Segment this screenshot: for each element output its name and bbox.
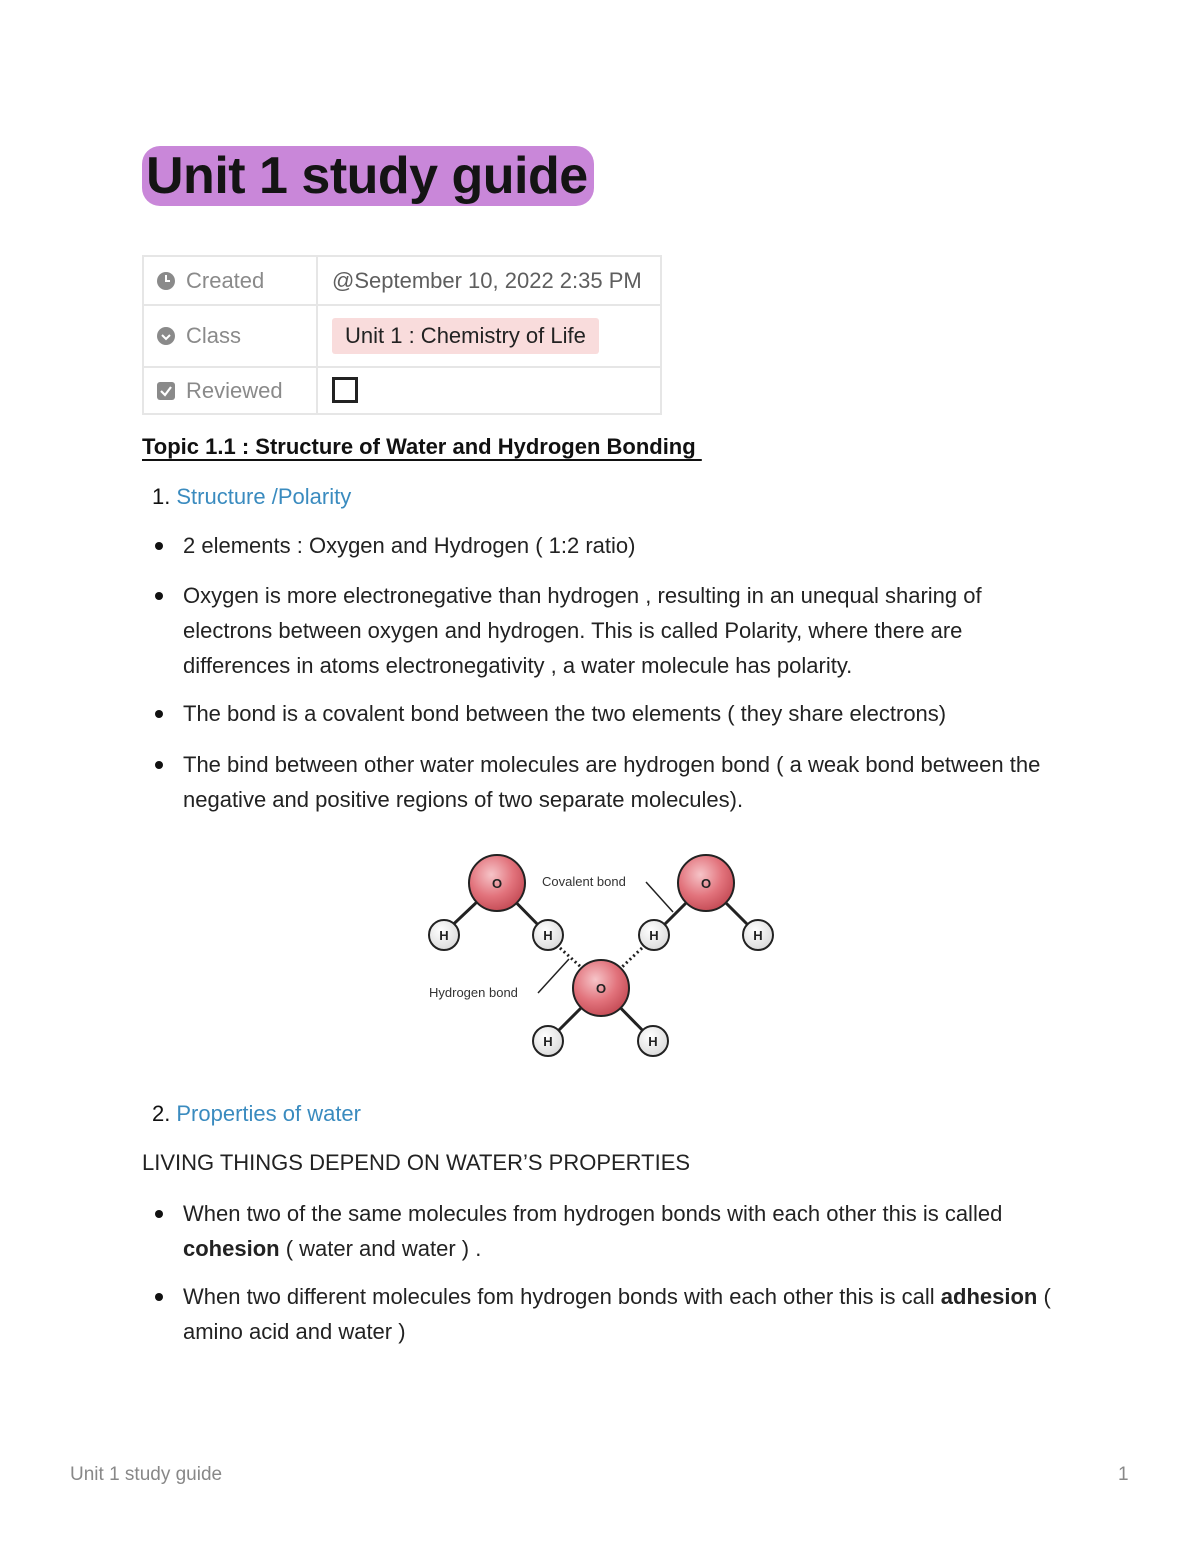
section-1-bullets (152, 528, 1052, 817)
hydrogen-atom (533, 920, 563, 950)
list-item: When two of the same molecules from hydrogen bonds with each other this is called cohesion ( water and water ) . (152, 1196, 1052, 1266)
property-key-created: Created (186, 267, 265, 293)
hydrogen-bond-label: Hydrogen bond (429, 985, 518, 1000)
section-1-heading: 1. Structure /Polarity (152, 484, 352, 509)
svg-text:H: H (439, 928, 449, 943)
property-key-class: Class (186, 323, 242, 348)
property-key-reviewed: Reviewed (186, 377, 283, 403)
svg-text:O: O (595, 981, 607, 996)
section-1-title[interactable]: Structure /Polarity (176, 484, 352, 509)
properties-table (142, 255, 662, 415)
svg-text:H: H (543, 928, 553, 943)
oxygen-atom (573, 960, 629, 1016)
hydrogen-atom (743, 920, 773, 950)
checkbox-property-icon (156, 381, 176, 401)
property-row-created (143, 256, 661, 305)
svg-text:H: H (648, 1034, 658, 1049)
section-2-bullets (152, 1196, 1052, 1349)
property-row-class (143, 305, 661, 367)
created-value: @September 10, 2022 2:35 PM (317, 256, 661, 305)
oxygen-atom (469, 855, 525, 911)
select-dot-icon (156, 326, 176, 346)
footer-page-number: 1 (1118, 1464, 1129, 1485)
hydrogen-atom (638, 1026, 668, 1056)
svg-text:H: H (543, 1034, 553, 1049)
caps-heading: LIVING THINGS DEPEND ON WATER’S PROPERTIES (142, 1150, 691, 1175)
list-item: Oxygen is more electronegative than hydrogen , resulting in an unequal sharing of electrons between oxygen and hydrogen. This is called Polarity, where there are differences in atoms electronegativity , a water molecule has polarity. (152, 578, 1052, 683)
term-adhesion: adhesion (940, 1284, 1038, 1309)
list-item: The bond is a covalent bond between the two elements ( they share electrons) (152, 696, 1052, 731)
footer-doc-title: Unit 1 study guide (70, 1464, 223, 1485)
topic-heading: Topic 1.1 : Structure of Water and Hydrogen Bonding (142, 434, 702, 459)
hydrogen-atom (533, 1026, 563, 1056)
water-hydrogen-bond-diagram (420, 848, 790, 1063)
section-2-heading: 2. Properties of water (152, 1101, 361, 1126)
covalent-bond-pointer (646, 882, 673, 912)
svg-text:O: O (491, 876, 503, 891)
section-2-title[interactable]: Properties of water (176, 1101, 361, 1126)
page-title: Unit 1 study guide (142, 146, 594, 206)
hydrogen-atom (639, 920, 669, 950)
reviewed-checkbox[interactable] (332, 377, 358, 403)
class-tag[interactable]: Unit 1 : Chemistry of Life (332, 318, 599, 354)
covalent-bond-label: Covalent bond (542, 874, 626, 889)
list-item: 2 elements : Oxygen and Hydrogen ( 1:2 ratio) (152, 528, 1052, 563)
oxygen-atom (678, 855, 734, 911)
list-item: When two different molecules fom hydrogen bonds with each other this is call adhesion ( amino acid and water ) (152, 1279, 1052, 1349)
svg-text:O: O (700, 876, 712, 891)
property-row-reviewed (143, 367, 661, 414)
hydrogen-bond-pointer (538, 959, 569, 993)
clock-icon (156, 271, 176, 291)
svg-text:H: H (649, 928, 659, 943)
term-cohesion: cohesion (183, 1236, 280, 1261)
svg-text:H: H (753, 928, 763, 943)
hydrogen-atom (429, 920, 459, 950)
list-item: The bind between other water molecules are hydrogen bond ( a weak bond between the negative and positive regions of two separate molecules). (152, 747, 1052, 817)
